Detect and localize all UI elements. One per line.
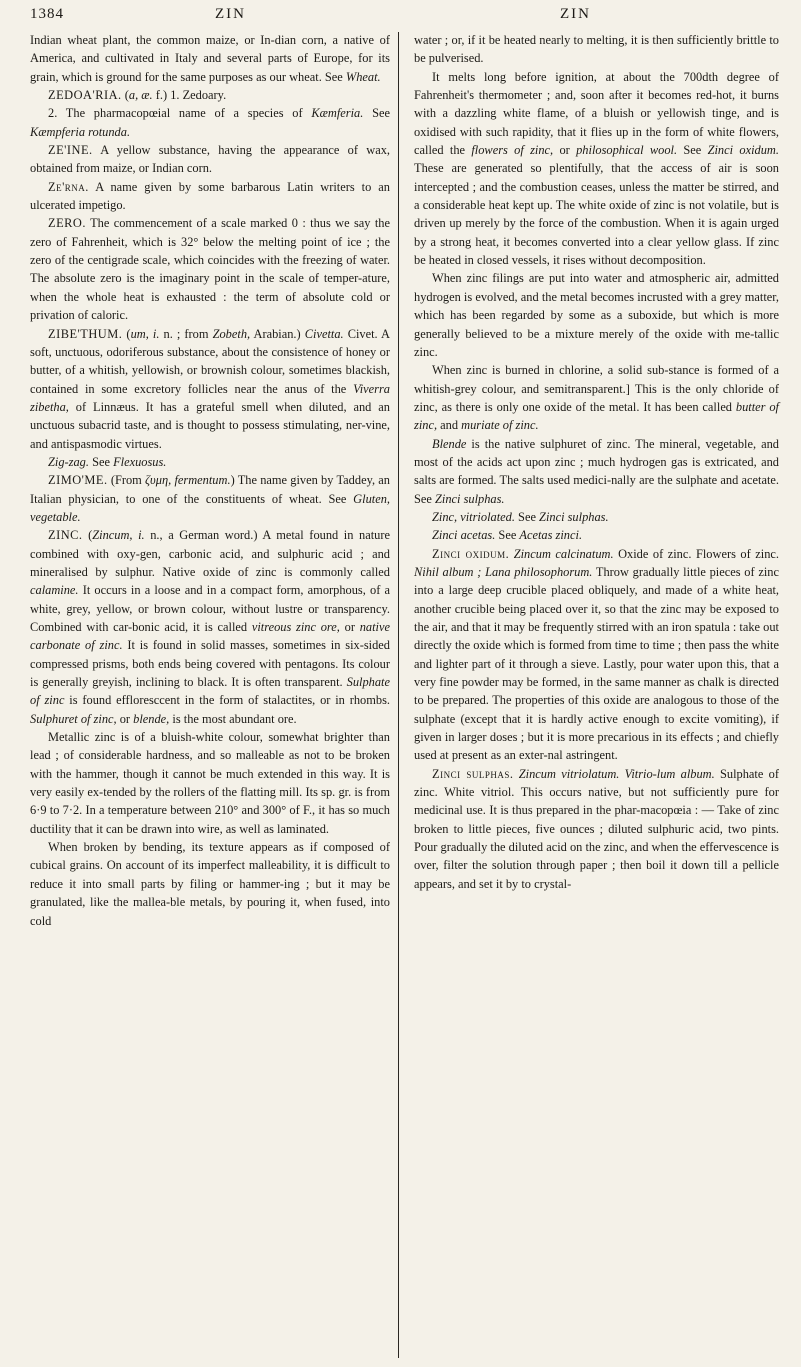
italic-text: Civetta. (304, 326, 344, 341)
italic-text: flowers of zinc, (471, 143, 554, 158)
entry-headword: ZEDOA'RIA. (48, 88, 122, 103)
italic-text: um, i. (130, 326, 160, 341)
paragraph (414, 435, 779, 508)
text-run: f.) 1. Zedoary. (152, 88, 227, 103)
paragraph (414, 361, 779, 434)
italic-text: Nihil album ; Lana philosophorum. (414, 564, 593, 579)
italic-text: Zinci sulphas. (435, 491, 505, 506)
entry-headword: Zinci oxidum. (432, 546, 510, 561)
paragraph (30, 453, 390, 471)
text-run: When broken by bending, its texture appears as if composed of cubical grains. On account of its imperfect malleability, it is difficult to reduce it into small parts by filing or hammer-ing ; but it may be granulated, like the mallea-ble metals, by pouring it, when fused, into cold (30, 840, 390, 928)
italic-text: Sulphuret of zinc, (30, 711, 117, 726)
italic-text: Blende (432, 436, 467, 451)
dictionary-entry (414, 545, 779, 765)
text-run: Oxide of zinc. Flowers of zinc. (613, 546, 779, 561)
text-run: Throw gradually little pieces of zinc into a large deep crucible placed obliquely, and made of a white heat, another crucible being placed over it, so that the zinc may be exposed to the air, and that it may be frequently stirred with an iron spatula : take out directly the oxide which is formed from time to time ; then pass the white and lighter part of it through a sieve. Lastly, pour water upon this, that a very fine powder may be formed, in the same manner as chalk is directed to be prepared. The properties of this oxide are analogous to those of the sulphate (except that it is hardly active enough to excite vomiting), if given in larger doses ; but it is more precarious in its effects ; and chiefly used at present as an exter-nal astringent. (414, 564, 779, 763)
text-run: n. ; from (159, 326, 213, 341)
italic-text: Zig-zag. (48, 454, 89, 469)
paragraph (30, 838, 390, 930)
text-run: When zinc is burned in chlorine, a solid sub-stance is formed of a whitish-grey colour, and semitransparent.] This is the only chloride of zinc, as there is only one oxide of the metal. It has been called (414, 363, 779, 414)
headword-right: ZIN (560, 6, 591, 22)
italic-text: Zincum vitriolatum. Vitrio-lum album. (518, 766, 715, 781)
entry-headword: ZIMO'ME. (48, 473, 108, 488)
dictionary-entry (414, 765, 779, 893)
italic-text: Zinci sulphas. (539, 509, 609, 524)
paragraph (414, 526, 779, 544)
text-run: A name given by some barbarous Latin writers to an ulcerated impetigo. (30, 179, 390, 213)
text-run: (From (107, 473, 146, 488)
text-run: These are generated so plentifully, that the access of air is soon intercepted ; and the combustion ceases, unless the matter be stirred, and a considerable heat kept up. The white oxide of zinc is not volatile, but is driven up merely by the force of the combustion. When it is again urged by a strong heat, it becomes converted into a clear yellow glass. If zinc be heated in closed vessels, it rises without decomposition. (414, 161, 779, 268)
italic-text: Acetas zinci. (519, 528, 583, 543)
text-run: The commencement of a scale marked 0 : thus we say the zero of Fahrenheit, which is 32° below the melting point of ice ; the zero of the centigrade scale, which coincides with the freezing of water. The absolute zero is the imaginary point in the scale of temper-ature, when the whole heat is exhausted : the term of absolute cold or privation of caloric. (30, 216, 390, 323)
text-run: Civet. A soft, unctuous, odoriferous substance, about the consistence of honey or butter, of a whitish, yellowish, or brownish colour, sometimes blackish, contained in some excretory follicles near the anus of the (30, 326, 390, 396)
dictionary-entry (30, 178, 390, 215)
paragraph (414, 68, 779, 270)
text-run: n., a German word.) A metal found in nature combined with oxy-gen, carbonic acid, and sulphuric acid ; and mineralised by sulphur. Native oxide of zinc is commonly called (30, 528, 390, 579)
paragraph (30, 728, 390, 838)
text-run: A yellow substance, having the appearance of wax, obtained from maize, or Indian corn. (30, 143, 390, 176)
dictionary-entry (30, 526, 390, 728)
dictionary-entry (30, 325, 390, 453)
italic-text: vitreous zinc ore, (251, 620, 340, 634)
text-run: and (437, 418, 462, 433)
text-run: or (116, 711, 134, 726)
text-run: Arabian.) (250, 326, 305, 341)
text-run: or (553, 143, 577, 158)
italic-text: blende, (133, 711, 170, 726)
page-number: 1384 (30, 6, 64, 22)
text-run: ) The name given by Taddey, an Italian physician, to one of the constituents of wheat. See (30, 473, 390, 506)
italic-text: Zobeth, (212, 326, 251, 341)
text-run: is the native sulphuret of zinc. The mineral, vegetable, and most of the acids act upon zinc ; much hydrogen gas is extricated, and salts are formed. The salts used medici-nally are the sulphate and acetate. See (414, 436, 779, 506)
italic-text: Kæmpferia rotunda. (30, 124, 131, 139)
text-run: See (495, 528, 520, 543)
italic-text: Sulphate of zinc (30, 675, 390, 708)
text-run: Metallic zinc is of a bluish-white colour, somewhat brighter than lead ; of considerable hardness, and so malleable as not to be broken with the hammer, though it cannot be much extended in this way. It is very easily ex-tended by the rollers of the flatting mill. Its sp. gr. is from 6·9 to 7·2. In a temperature between 210° and 300° of F., it has so much ductility that it can be drawn into wire, as well as laminated. (30, 730, 390, 836)
italic-text: muriate of zinc. (461, 418, 539, 433)
italic-text: Zinc, vitriolated. (432, 509, 515, 524)
italic-text: Zinci acetas. (432, 528, 496, 543)
italic-text: butter of zinc, (414, 399, 779, 433)
paragraph (414, 508, 779, 526)
italic-text: philosophical wool. (576, 143, 678, 158)
entry-headword: ZERO. (48, 216, 86, 231)
text-run: Indian wheat plant, the common maize, or In-dian corn, a native of America, and cultivated in Italy and several parts of Europe, for its grain, which is ground for the same purposes as our wheat. See (30, 33, 390, 84)
text-run: ( (82, 528, 93, 543)
text-run: is found effloresccent in the form of stalactites, or in rhombs. (64, 693, 390, 708)
text-run: 2. The pharmacopœial name of a species of (48, 106, 312, 121)
entry-headword: ZE'INE. (48, 143, 93, 158)
column-divider (398, 32, 399, 1358)
text-run: It is found in solid masses, sometimes in six-sided compressed prisms, both ends being covered with pentagons. Its colour is generally greyish, inclining to black. It is often transparent. (30, 638, 390, 690)
paragraph (30, 104, 390, 141)
headword-left: ZIN (215, 6, 246, 22)
italic-text: Wheat. (345, 69, 381, 84)
text-run: ( (122, 326, 131, 341)
text-run: When zinc filings are put into water and atmospheric air, admitted hydrogen is evolved, and the metal becomes incrusted with a grey matter, which has been regarded by some as a suboxide, but which is more generally believed to be a mixture merely of the oxide with me-tallic zinc. (414, 271, 779, 359)
text-run: is the most abundant ore. (169, 711, 297, 726)
text-run: See (88, 454, 114, 469)
text-run: Sulphate of zinc. White vitriol. This occurs native, but not sufficiently pure for medicinal use. It is thus prepared in the phar-macopœia : — Take of zinc broken to little pieces, five ounces ; diluted sulphuric acid, two pints. Pour gradually the diluted acid on the zinc, and when the effervescence is over, filter the solution through paper ; then boil it down till a pellicle appears, and set it by to crystal- (414, 766, 779, 891)
right-column (414, 31, 779, 893)
entry-headword: ZINC. (48, 528, 83, 543)
italic-text: Viverra zibetha, (30, 381, 390, 414)
italic-text: native carbonate of zinc. (30, 620, 390, 653)
paragraph (30, 31, 390, 86)
paragraph (414, 269, 779, 361)
dictionary-entry (30, 471, 390, 526)
entry-headword: ZIBE'THUM. (48, 326, 123, 341)
text-run: It occurs in a loose and in a compact form, amorphous, of a white, grey, yellow, or brown colour, without lustre or transparency. Combined with car-bonic acid, it is called (30, 583, 390, 634)
italic-text: a, æ. (128, 88, 153, 103)
entry-headword: Ze'rna. (48, 179, 89, 194)
italic-text: Kæmferia. (311, 106, 364, 121)
italic-text: calamine. (30, 583, 79, 598)
text-run: of Linnæus. It has a grateful smell when diluted, and an unctuous subacrid taste, and is thought to possess stimulating, ner-vine, and antispasmodic virtues. (30, 399, 390, 451)
dictionary-entry (30, 86, 390, 104)
text-run: ( (121, 88, 129, 103)
italic-text: Zinci oxidum. (707, 143, 779, 158)
dictionary-entry (30, 214, 390, 324)
text-run: See (363, 106, 390, 121)
italic-text: ζυμη, fermentum. (145, 473, 231, 488)
text-run: See (514, 509, 540, 524)
italic-text: Gluten, vegetable. (30, 491, 390, 524)
dictionary-entry (30, 141, 390, 178)
text-run: water ; or, if it be heated nearly to melting, it is then sufficiently brittle to be pulverised. (414, 33, 779, 66)
text-run: or (339, 620, 360, 634)
running-header (0, 0, 801, 30)
text-run: It melts long before ignition, at about the 700dth degree of Fahrenheit's thermometer ; and, soon after it becomes red-hot, it burns with a dazzling white flame, of a bluish or yellowish tinge, and is oxidised with such rapidity, that it flies up in the form of white flowers, called the (414, 69, 779, 158)
italic-text: Zincum calcinatum. (513, 546, 614, 561)
paragraph (414, 31, 779, 68)
left-column (30, 31, 390, 930)
text-run: See (677, 143, 708, 158)
entry-headword: Zinci sulphas. (432, 766, 514, 781)
italic-text: Flexuosus. (113, 454, 167, 469)
italic-text: Zincum, i. (92, 528, 145, 543)
